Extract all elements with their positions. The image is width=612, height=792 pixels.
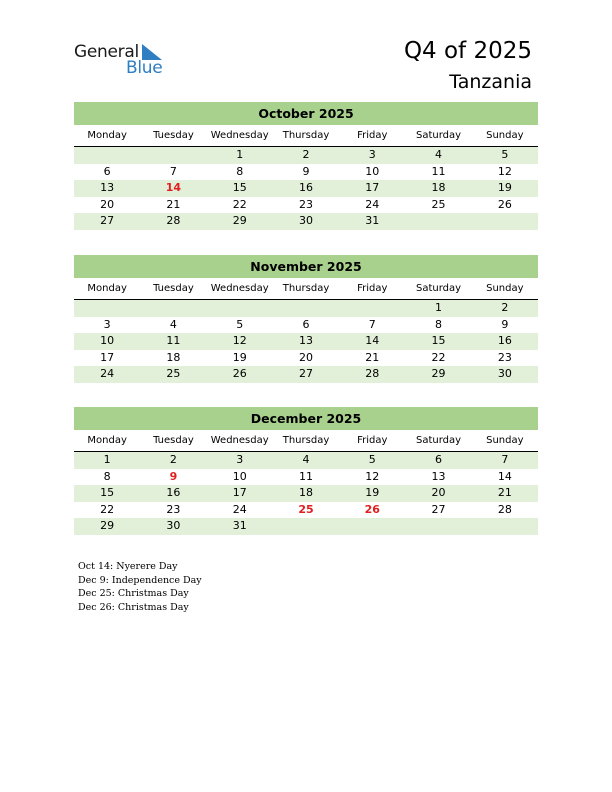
day-cell: 18 xyxy=(431,181,446,194)
day-cell: 22 xyxy=(431,350,446,364)
day-cell: 30 xyxy=(497,367,512,380)
day-cell: 26 xyxy=(497,197,512,211)
weekday-label: Wednesday xyxy=(210,283,269,294)
week-row xyxy=(74,197,538,214)
day-cell: 27 xyxy=(100,214,115,227)
country-name: Tanzania xyxy=(449,71,532,93)
day-cell: 11 xyxy=(298,469,313,483)
holiday-day-cell: 9 xyxy=(169,469,178,483)
day-cell: 29 xyxy=(232,214,247,227)
week-row xyxy=(74,502,538,519)
weekday-label: Friday xyxy=(357,283,388,294)
day-cell: 4 xyxy=(169,317,177,331)
day-cell xyxy=(273,300,339,317)
day-cell: 21 xyxy=(365,350,380,364)
day-cell: 4 xyxy=(302,453,310,466)
weeks-container xyxy=(74,452,538,535)
weekday-label: Sunday xyxy=(486,435,524,446)
day-cell: 3 xyxy=(368,148,376,161)
day-cell: 24 xyxy=(232,502,247,516)
day-cell: 23 xyxy=(166,502,181,516)
day-cell: 16 xyxy=(497,334,512,347)
month-title: December 2025 xyxy=(74,407,538,430)
logo-text-blue: Blue xyxy=(126,58,163,78)
day-cell: 7 xyxy=(368,317,376,331)
day-cell: 30 xyxy=(298,214,313,227)
week-row xyxy=(74,366,538,383)
holiday-note: Oct 14: Nyerere Day xyxy=(78,561,178,572)
day-cell: 29 xyxy=(431,367,446,380)
week-row xyxy=(74,469,538,486)
weekday-label: Tuesday xyxy=(153,435,194,446)
day-cell: 27 xyxy=(431,502,446,516)
day-cell xyxy=(207,300,273,317)
weekday-header-row xyxy=(74,279,538,300)
holiday-note: Dec 9: Independence Day xyxy=(78,574,202,586)
day-cell: 7 xyxy=(169,164,177,178)
day-cell: 23 xyxy=(298,197,313,211)
holiday-day-cell: 14 xyxy=(165,181,182,194)
day-cell: 27 xyxy=(298,367,313,380)
day-cell: 22 xyxy=(232,197,247,211)
month-title: October 2025 xyxy=(74,102,538,125)
weekday-label: Thursday xyxy=(282,130,330,141)
day-cell: 3 xyxy=(236,453,244,466)
day-cell: 20 xyxy=(431,486,446,499)
day-cell: 14 xyxy=(365,334,380,347)
week-row xyxy=(74,333,538,350)
day-cell xyxy=(339,300,405,317)
day-cell: 25 xyxy=(166,367,181,380)
day-cell: 8 xyxy=(236,164,244,178)
quarter-title: Q4 of 2025 xyxy=(403,38,532,64)
day-cell: 22 xyxy=(100,502,115,516)
weekday-label: Sunday xyxy=(486,283,524,294)
day-cell: 5 xyxy=(368,453,376,466)
day-cell: 21 xyxy=(166,197,181,211)
day-cell xyxy=(339,518,405,535)
day-cell: 8 xyxy=(435,317,443,331)
weekday-label: Friday xyxy=(357,130,388,141)
day-cell: 31 xyxy=(232,519,247,532)
week-row xyxy=(74,147,538,164)
day-cell: 30 xyxy=(166,519,181,532)
holiday-note: Dec 25: Christmas Day xyxy=(78,588,189,599)
day-cell: 19 xyxy=(497,181,512,194)
month-calendar-november xyxy=(74,255,538,383)
day-cell: 9 xyxy=(302,164,310,178)
holiday-notes xyxy=(78,560,202,614)
day-cell xyxy=(405,213,471,230)
weekday-label: Tuesday xyxy=(153,130,194,141)
week-row xyxy=(74,452,538,469)
brand-logo xyxy=(74,42,174,78)
day-cell: 24 xyxy=(365,197,380,211)
day-cell: 28 xyxy=(365,367,380,380)
day-cell xyxy=(472,518,538,535)
day-cell: 12 xyxy=(365,469,380,483)
day-cell: 11 xyxy=(166,334,181,347)
weekday-label: Saturday xyxy=(416,283,462,294)
day-cell: 28 xyxy=(497,502,512,516)
week-row xyxy=(74,180,538,197)
weekday-label: Sunday xyxy=(486,130,524,141)
day-cell xyxy=(273,518,339,535)
day-cell: 13 xyxy=(100,181,115,194)
day-cell: 19 xyxy=(232,350,247,364)
weekday-header-row xyxy=(74,431,538,452)
week-row xyxy=(74,213,538,230)
day-cell: 1 xyxy=(435,301,443,314)
weekday-label: Monday xyxy=(87,435,127,446)
week-row xyxy=(74,300,538,317)
day-cell: 6 xyxy=(302,317,310,331)
day-cell: 18 xyxy=(298,486,313,499)
holiday-day-cell: 26 xyxy=(364,502,380,516)
day-cell: 6 xyxy=(103,164,111,178)
day-cell: 21 xyxy=(497,486,512,499)
weekday-label: Wednesday xyxy=(210,130,269,141)
day-cell: 31 xyxy=(365,214,380,227)
week-row xyxy=(74,518,538,535)
day-cell: 12 xyxy=(232,334,247,347)
weekday-label: Wednesday xyxy=(210,435,269,446)
day-cell: 2 xyxy=(169,453,177,466)
weeks-container xyxy=(74,300,538,383)
day-cell: 2 xyxy=(501,301,509,314)
day-cell: 14 xyxy=(497,469,512,483)
month-title: November 2025 xyxy=(74,255,538,278)
day-cell: 15 xyxy=(232,181,247,194)
day-cell xyxy=(140,147,206,164)
month-calendar-december xyxy=(74,407,538,535)
day-cell xyxy=(405,518,471,535)
weekday-label: Monday xyxy=(87,130,127,141)
holiday-note: Dec 26: Christmas Day xyxy=(78,601,189,613)
day-cell: 12 xyxy=(497,164,512,178)
day-cell: 10 xyxy=(232,469,247,483)
day-cell: 5 xyxy=(236,317,244,331)
week-row xyxy=(74,317,538,334)
day-cell: 18 xyxy=(166,350,181,364)
weekday-label: Thursday xyxy=(282,435,330,446)
day-cell: 13 xyxy=(431,469,446,483)
day-cell: 13 xyxy=(298,334,313,347)
week-row xyxy=(74,485,538,502)
day-cell: 6 xyxy=(435,453,443,466)
week-row xyxy=(74,164,538,181)
day-cell: 4 xyxy=(435,148,443,161)
logo-text-general: General xyxy=(74,42,139,62)
day-cell: 26 xyxy=(232,367,247,380)
day-cell: 17 xyxy=(365,181,380,194)
weekday-label: Friday xyxy=(357,435,388,446)
weekday-label: Saturday xyxy=(416,435,462,446)
weekday-label: Saturday xyxy=(416,130,462,141)
day-cell: 23 xyxy=(497,350,512,364)
day-cell: 17 xyxy=(232,486,247,499)
day-cell: 17 xyxy=(100,350,115,364)
day-cell xyxy=(140,300,206,317)
week-row xyxy=(74,350,538,367)
day-cell xyxy=(74,300,140,317)
day-cell: 20 xyxy=(298,350,313,364)
day-cell: 16 xyxy=(166,486,181,499)
day-cell xyxy=(74,147,140,164)
day-cell: 15 xyxy=(431,334,446,347)
day-cell: 9 xyxy=(501,317,509,331)
month-calendar-october xyxy=(74,102,538,230)
day-cell: 10 xyxy=(100,334,115,347)
day-cell: 16 xyxy=(298,181,313,194)
day-cell: 24 xyxy=(100,367,115,380)
day-cell: 3 xyxy=(103,317,111,331)
weekday-label: Tuesday xyxy=(153,283,194,294)
day-cell: 15 xyxy=(100,486,115,499)
day-cell: 1 xyxy=(103,453,111,466)
weeks-container xyxy=(74,147,538,230)
day-cell: 8 xyxy=(103,469,111,483)
day-cell: 28 xyxy=(166,214,181,227)
day-cell: 20 xyxy=(100,197,115,211)
weekday-label: Monday xyxy=(87,283,127,294)
day-cell: 19 xyxy=(365,486,380,499)
day-cell: 11 xyxy=(431,164,446,178)
day-cell: 1 xyxy=(236,148,244,161)
day-cell: 10 xyxy=(365,164,380,178)
day-cell: 2 xyxy=(302,148,310,161)
day-cell xyxy=(472,213,538,230)
weekday-header-row xyxy=(74,126,538,147)
day-cell: 25 xyxy=(431,197,446,211)
day-cell: 5 xyxy=(501,148,509,161)
weekday-label: Thursday xyxy=(282,283,330,294)
holiday-day-cell: 25 xyxy=(298,502,314,516)
day-cell: 29 xyxy=(100,519,115,532)
day-cell: 7 xyxy=(501,453,509,466)
